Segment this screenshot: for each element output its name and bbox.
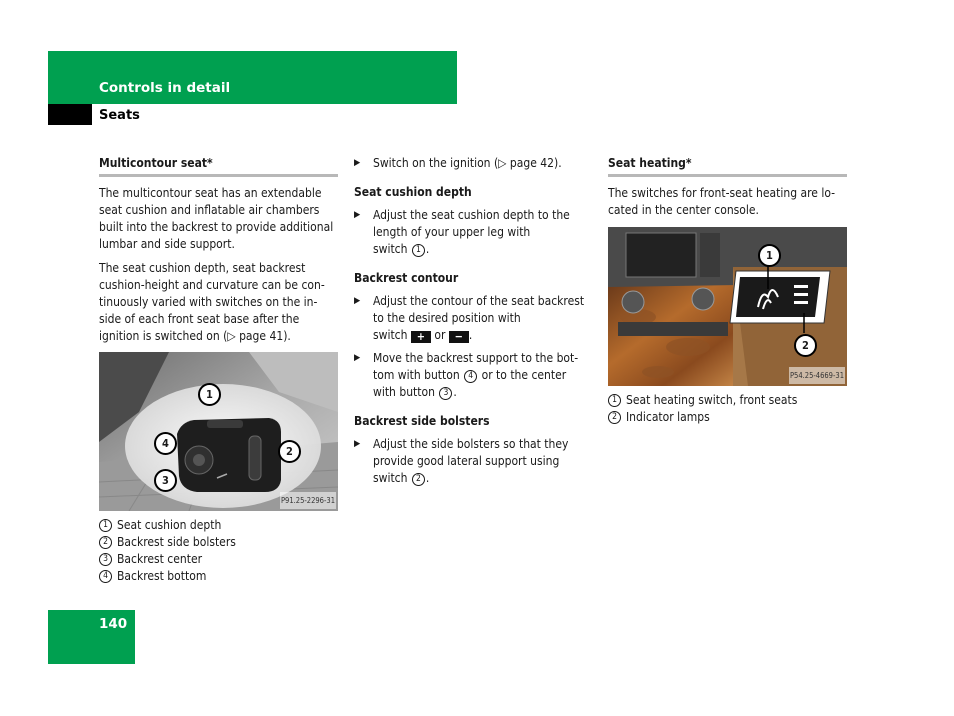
column-multicontour: [99, 155, 338, 585]
legend-list: [608, 392, 847, 426]
legend-item: 1 Seat cushion depth: [99, 517, 338, 534]
page-number: 140: [99, 616, 128, 632]
subsection-title: Seats: [99, 108, 140, 123]
callout-3: 3: [154, 469, 177, 492]
section-title: Controls in detail: [99, 80, 231, 96]
photo-reference-code: P54.25-4669-31: [789, 367, 845, 384]
heading-backrest-contour: Backrest contour: [354, 271, 459, 285]
legend-item: 4 Backrest bottom: [99, 568, 338, 585]
legend-item: 2 Backrest side bolsters: [99, 534, 338, 551]
heading-rule: [99, 174, 338, 177]
heading-rule: [608, 174, 847, 177]
bullet-contour: ▶ Adjust the contour of the seat backrest to the desired position with switch + or − .: [354, 294, 585, 343]
column-instructions: [354, 155, 592, 493]
bullet-arrow-icon: ▶: [354, 296, 361, 306]
minus-key-icon: −: [449, 331, 469, 343]
heading-seat-heating: Seat heating*: [608, 156, 692, 170]
paragraph-adjust: The seat cushion depth, seat backrest cushion-height and curvature can be con- tinuously varied with switches on the in- side of each front seat base after the ignition is switched on (▷ page 41).: [99, 261, 325, 343]
bullet-arrow-icon: ▶: [354, 158, 361, 168]
subsection-marker: [48, 104, 92, 125]
paragraph-heating: The switches for front-seat heating are lo- cated in the center console.: [608, 186, 836, 217]
seat-switch-photo: [99, 352, 338, 511]
heading-multicontour-seat: Multicontour seat*: [99, 156, 213, 170]
bullet-arrow-icon: ▶: [354, 210, 361, 220]
callout-1: 1: [198, 383, 221, 406]
center-console-photo: [608, 227, 847, 386]
bullet-cushion: ▶ Adjust the seat cushion depth to the length of your upper leg with switch 1 .: [354, 208, 570, 256]
bullet-move-support: ▶ Move the backrest support to the bot- tom with button 4 or to the center with button 3 .: [354, 351, 579, 399]
heading-seat-cushion-depth: Seat cushion depth: [354, 185, 472, 199]
center-console-illustration: [608, 227, 847, 386]
column-seat-heating: [608, 155, 847, 426]
bullet-bolsters: ▶ Adjust the side bolsters so that they provide good lateral support using switch 2 .: [354, 437, 569, 485]
page-reference-link[interactable]: ignition is switched on (▷ page 41).: [99, 329, 291, 343]
legend-list: [99, 517, 338, 585]
callout-2: 2: [794, 334, 817, 357]
paragraph-intro: The multicontour seat has an extendable seat cushion and inflatable air chambers built into the backrest to provide additional lumbar and side support.: [99, 186, 334, 251]
callout-1: 1: [758, 244, 781, 267]
photo-reference-code: P91.25-2296-31: [280, 492, 336, 509]
header-band: [48, 51, 457, 104]
legend-item: 3 Backrest center: [99, 551, 338, 568]
heading-backrest-side-bolsters: Backrest side bolsters: [354, 414, 490, 428]
bullet-arrow-icon: ▶: [354, 439, 361, 449]
legend-item: 1 Seat heating switch, front seats: [608, 392, 847, 409]
bullet-arrow-icon: ▶: [354, 353, 361, 363]
callout-2: 2: [278, 440, 301, 463]
seat-switch-illustration: [99, 352, 338, 511]
callout-4: 4: [154, 432, 177, 455]
bullet-ignition: ▶ Switch on the ignition (▷ page 42).: [354, 156, 562, 170]
legend-item: 2 Indicator lamps: [608, 409, 847, 426]
plus-key-icon: +: [411, 331, 431, 343]
